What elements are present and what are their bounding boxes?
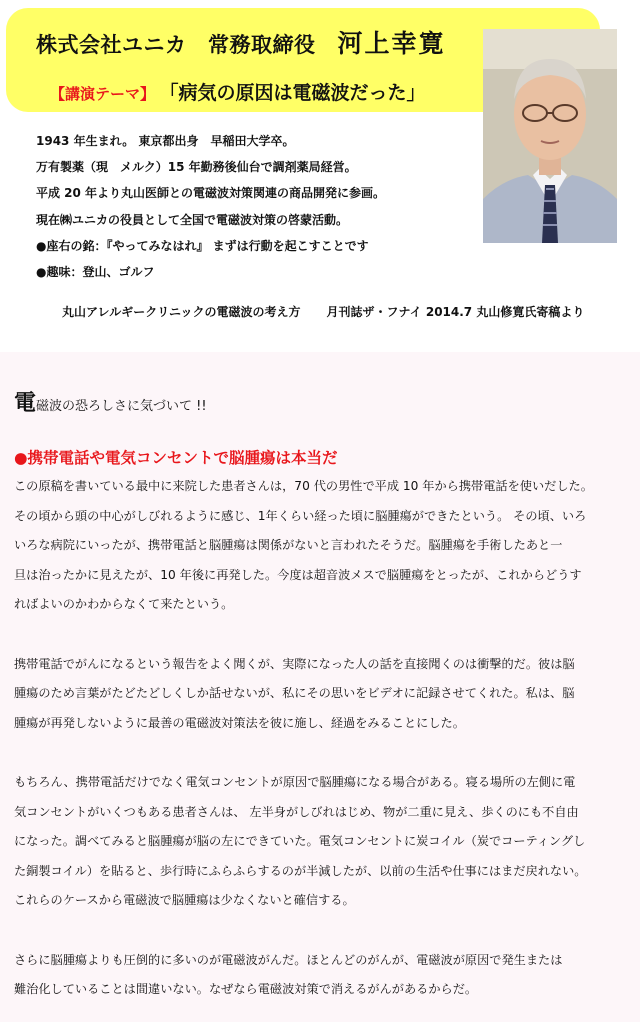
bio-line: 現在㈱ユニカの役員として全国で電磁波対策の啓蒙活動。 [36,212,349,227]
article-lead [14,386,207,417]
text-line: になった。調べてみると脳腫瘍が脳の左にできていた。電気コンセントに炭コイル（炭でコーティングし [14,834,586,849]
paragraph [14,946,630,1005]
theme-title: 「病気の原因は電磁波だった」 [169,82,426,104]
lead-initial: 電 [14,391,37,416]
speaker-photo [483,29,617,243]
paragraph [14,472,630,620]
text-line: ればよいのかわからなくて来たという。 [14,597,234,612]
lecture-theme [50,78,426,105]
lead-text: 磁波の恐ろしさに気づいて !! [36,399,207,414]
source-right: 月刊誌ザ・フナイ 2014.7 丸山修寛氏寄稿より [326,305,585,319]
text-line: た銅製コイル）を貼ると、歩行時にふらふらするのが半減したが、以前の生活や仕事にはまだ戻れない。 [14,863,587,878]
bio-line: ●座右の銘：『やってみなはれ』 まずは行動を起こすことです [36,238,369,253]
paragraph [14,650,630,739]
article-subheading: ●携帯電話や電気コンセントで脳腫瘍は本当だ [14,449,338,467]
bio-line: 万有製薬（現 メルク）15 年勤務後仙台で調剤薬局経営。 [36,160,357,175]
biography [36,128,476,285]
source-citation [62,303,584,320]
text-line: この原稿を書いている最中に来院した患者さんは，70 代の男性で平成 10 年から携帯電話を使いだした。 [14,479,593,493]
speaker-name: 河上幸寛 [337,29,446,58]
text-line: その頃から頭の中心がしびれるように感じ、1年くらい経った頃に脳腫瘍ができたという。 その頃、いろ [14,508,587,523]
text-line: もちろん、携帯電話だけでなく電気コンセントが原因で脳腫瘍になる場合がある。寝る場所の左側に電 [14,774,576,789]
text-line: これらのケースから電磁波で脳腫瘍は少なくないと確信する。 [14,893,355,908]
text-line: 腫瘍のため言葉がたどたどしくしか話せないが、私にその思いをビデオに記録させてくれた。私は、脳 [14,686,575,701]
article-section [0,352,640,1022]
source-left: 丸山アレルギークリニックの電磁波の考え方 [62,305,301,319]
text-line: いろな病院にいったが、携帯電話と脳腫瘍は関係がないと言われたそうだ。脳腫瘍を手術したあと一 [14,538,563,553]
text-line: 難治化していることは間違いない。なぜなら電磁波対策で消えるがんがあるからだ。 [14,982,478,997]
bio-line: 平成 20 年より丸山医師との電磁波対策関連の商品開発に参画。 [36,186,386,201]
paragraph [14,768,630,916]
portrait-illustration [483,29,617,243]
text-line: 気コンセントがいくつもある患者さんは、 左半身がしびれはじめ、物が二重に見え、歩くのにも不自由 [14,804,579,819]
bio-line: 1943 年生まれ。 東京都出身 早稲田大学卒。 [36,134,295,148]
speaker-profile [0,0,640,340]
company-title: 株式会社ユニカ 常務取締役 [36,33,316,57]
theme-label: 【講演テーマ】 [50,85,156,103]
text-line: 携帯電話でがんになるという報告をよく聞くが、実際になった人の話を直接聞くのは衝撃的だ。彼は脳 [14,656,575,671]
speaker-heading [36,24,446,60]
article-body [14,472,630,1034]
text-line: 腫瘍が再発しないように最善の電磁波対策法を彼に施し、経過をみることにした。 [14,715,465,730]
text-line: 旦は治ったかに見えたが、10 年後に再発した。今度は超音波メスで脳腫瘍をとったが、これからどうす [14,567,582,582]
bio-line: ●趣味：登山、ゴルフ [36,265,155,280]
text-line: さらに脳腫瘍よりも圧倒的に多いのが電磁波がんだ。ほとんどのがんが、電磁波が原因で発生または [14,952,563,967]
